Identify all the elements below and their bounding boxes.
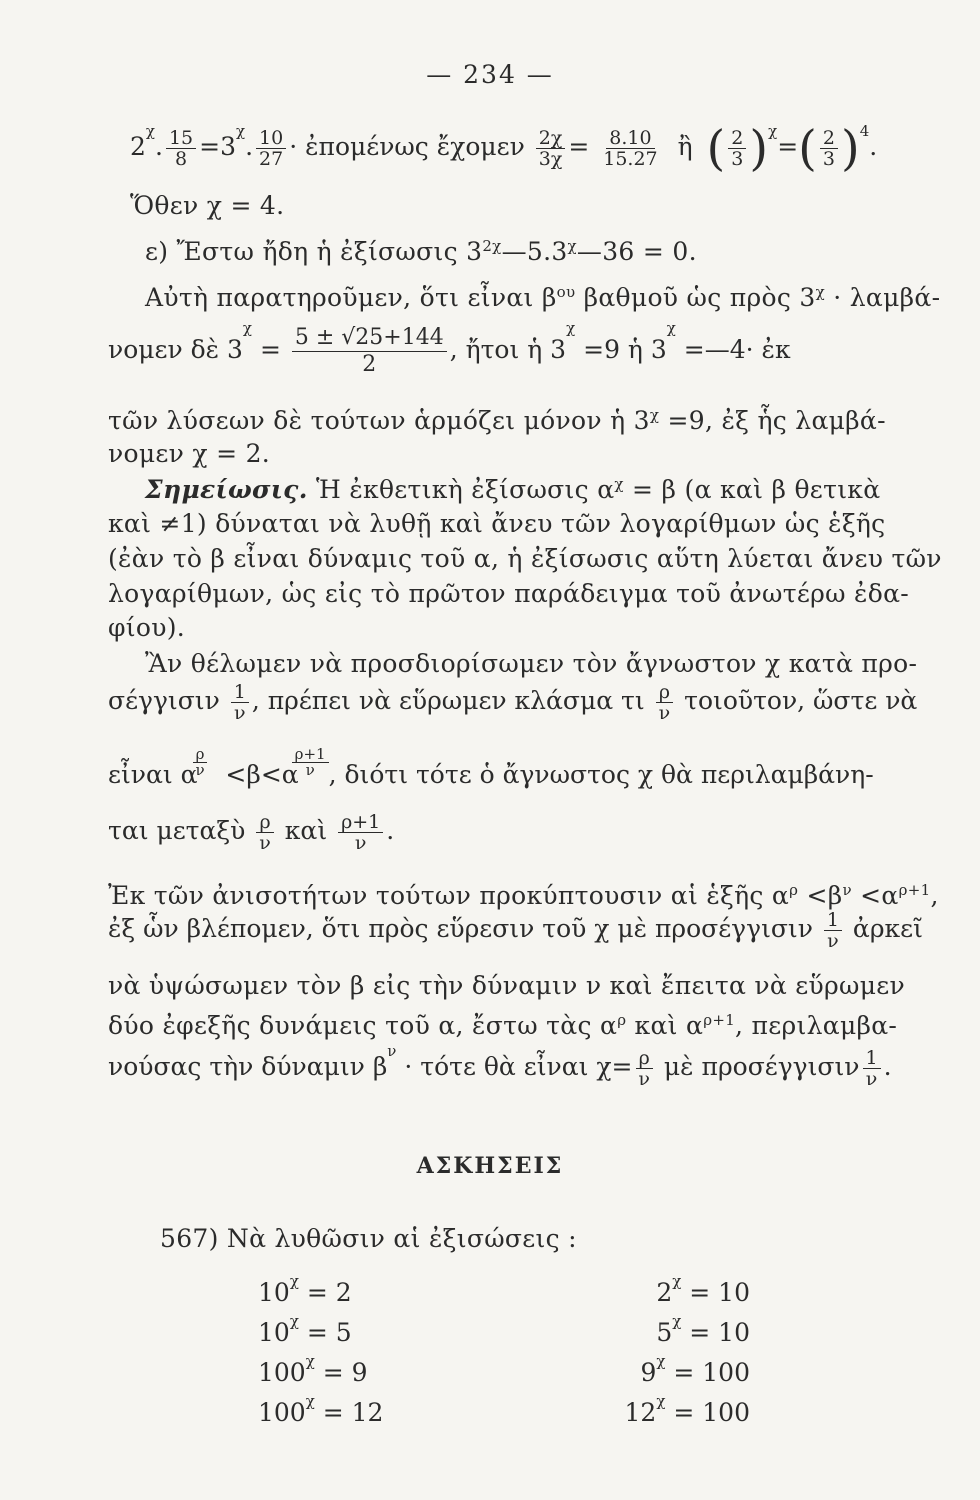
exercise-intro: 567) Νὰ λυθῶσιν αἱ ἐξισώσεις : xyxy=(160,1224,577,1253)
text-line-8: Σημείωσις. Ἡ ἐκθετικὴ ἐξίσωσις $\alpha^\chi = \beta$ (α καὶ β θετικὰ xyxy=(145,475,881,504)
fraction: $\frac{1}{\nu}$ xyxy=(824,910,842,951)
exercise-equation: $12^\chi = 100$ xyxy=(624,1392,750,1427)
equation-line-14: σέγγισιν $\frac{1}{\nu}$ , πρέπει νὰ εὕρωμεν κλάσμα τι $\frac{\rho}{\nu}$ τοιοῦτον, ὥστε νὰ xyxy=(108,681,918,724)
equation-line-16: ται μεταξὺ $\frac{\rho}{\nu}$ καὶ $\frac{\rho+1}{\nu}$ . xyxy=(108,811,395,854)
exercise-equation: $100^\chi = 9$ xyxy=(258,1352,368,1387)
equation-line-21: νούσας τὴν δύναμιν $\beta^\nu \cdot \tau ό\tau\varepsilon$ θὰ εἶναι χ= $\frac{\rho}{\nu}$ μὲ προσέγγισιν $\frac{1}{\nu}$ . xyxy=(108,1042,892,1090)
fraction: $\frac{5 \pm √25+144}{2}$ xyxy=(292,325,447,378)
text-line-11: λογαρίθμων, ὡς εἰς τὸ πρῶτον παράδειγμα τοῦ ἀνωτέρω ἐδα- xyxy=(108,579,910,608)
fraction: $\frac{15}{8}$ xyxy=(166,128,196,169)
exponent-fraction: $\frac{\rho+1}{\nu}$ xyxy=(292,747,329,778)
note-label: Σημείωσις. xyxy=(145,475,308,504)
fraction: $\frac{\rho}{\nu}$ xyxy=(635,1048,653,1089)
text-line-17: Ἐκ τῶν ἀνισοτήτων τούτων προκύπτουσιν αἱ ἑξῆς $\alpha^\rho <\beta^\nu <\alpha^{\rho+1}$, xyxy=(108,881,939,910)
exponent-fraction: $\frac{\rho}{\nu}$ xyxy=(192,747,207,778)
fraction: $\frac{2}{3}$ xyxy=(728,128,746,169)
exercise-equation: $100^\chi = 12$ xyxy=(258,1392,384,1427)
text-line-9: καὶ ≠1) δύναται νὰ λυθῇ καὶ ἄνευ τῶν λογαρίθμων ὡς ἑξῆς xyxy=(108,509,886,538)
exercise-equation: $5^\chi = 10$ xyxy=(656,1312,750,1347)
text-line-2: Ὅθεν χ = 4. xyxy=(130,191,285,220)
fraction: $\frac{8.10}{15.27}$ xyxy=(603,127,658,170)
text-line-4: Αὐτὴ παρατηροῦμεν, ὅτι εἶναι $\beta^{o\upsilon}$ βαθμοῦ ὡς πρὸς $3^\chi \cdot \lambda\alpha\mu\beta ά-$ xyxy=(145,283,941,312)
equation-line-5: νομεν δὲ $3^\chi$ = $\frac{5 \pm √25+144}{2}$ , ἤτοι ἡ $3^\chi =9$ ἡ $3^\chi$ =—4· ἐκ xyxy=(108,319,791,377)
fraction: $\frac{2\chi}{3\chi}$ xyxy=(536,128,566,169)
exercise-equation: $9^\chi = 100$ xyxy=(640,1352,750,1387)
exercise-equation: $2^\chi = 10$ xyxy=(656,1272,750,1307)
exercise-equation: $10^\chi = 5$ xyxy=(258,1312,352,1347)
text-line-6: τῶν λύσεων δὲ τούτων ἁρμόζει μόνον ἡ $3^\chi =9$, ἐξ ἧς λαμβά- xyxy=(108,406,886,435)
page-number: — 234 — xyxy=(426,60,554,89)
text-line-12: φίου). xyxy=(108,613,186,642)
fraction: $\frac{1}{\nu}$ xyxy=(231,682,249,723)
text-line-13: Ἂν θέλωμεν νὰ προσδιορίσωμεν τὸν ἄγνωστον χ κατὰ προ- xyxy=(145,649,918,678)
equation-line-1: $2^\chi$. $\frac{15}{8}$ $=3^\chi$. $\frac{10}{27}$ · ἐπομένως ἔχομεν $\frac{2\chi}{3\chi}$ = $\frac{8.10}{15.27}$ ἢ ( $\frac{2}{3}$ )$^\chi$=( $\frac{2}{3}$ )$^4$. xyxy=(130,120,878,177)
text-line-20: δύο ἐφεξῆς δυνάμεις τοῦ α, ἔστω τὰς $\alpha^\rho$ καὶ $\alpha^{\rho+1}$, περιλαμβα- xyxy=(108,1011,898,1040)
fraction: $\frac{2}{3}$ xyxy=(820,128,838,169)
equation-line-18: ἐξ ὧν βλέπομεν, ὅτι πρὸς εὕρεσιν τοῦ χ μὲ προσέγγισιν $\frac{1}{\nu}$ ἀρκεῖ xyxy=(108,909,923,952)
fraction: $\frac{\rho}{\nu}$ xyxy=(656,682,674,723)
equation-line-15: εἶναι α $\frac{\rho}{\nu}$ <β<α $\frac{\rho+1}{\nu}$ , διότι τότε ὁ ἄγνωστος χ θὰ περιλαμβάνη- xyxy=(108,745,874,789)
section-heading: ΑΣΚΗΣΕΙΣ xyxy=(416,1153,564,1179)
fraction: $\frac{10}{27}$ xyxy=(256,128,286,169)
text-line-3: ε) Ἔστω ἤδη ἡ ἐξίσωσις $3^{2\chi}—5.3^\chi—36 = 0$. xyxy=(145,237,697,266)
text-line-19: νὰ ὑψώσωμεν τὸν β εἰς τὴν δύναμιν ν καὶ ἔπειτα νὰ εὕρωμεν xyxy=(108,971,906,1000)
fraction: $\frac{\rho}{\nu}$ xyxy=(256,812,274,853)
text-line-7: νομεν χ = 2. xyxy=(108,439,271,468)
exercise-equation: $10^\chi = 2$ xyxy=(258,1272,352,1307)
text-line-10: (ἐὰν τὸ β εἶναι δύναμις τοῦ α, ἡ ἐξίσωσις αὕτη λύεται ἄνευ τῶν xyxy=(108,544,942,573)
fraction: $\frac{\rho+1}{\nu}$ xyxy=(338,812,383,853)
fraction: $\frac{1}{\nu}$ xyxy=(863,1048,881,1089)
